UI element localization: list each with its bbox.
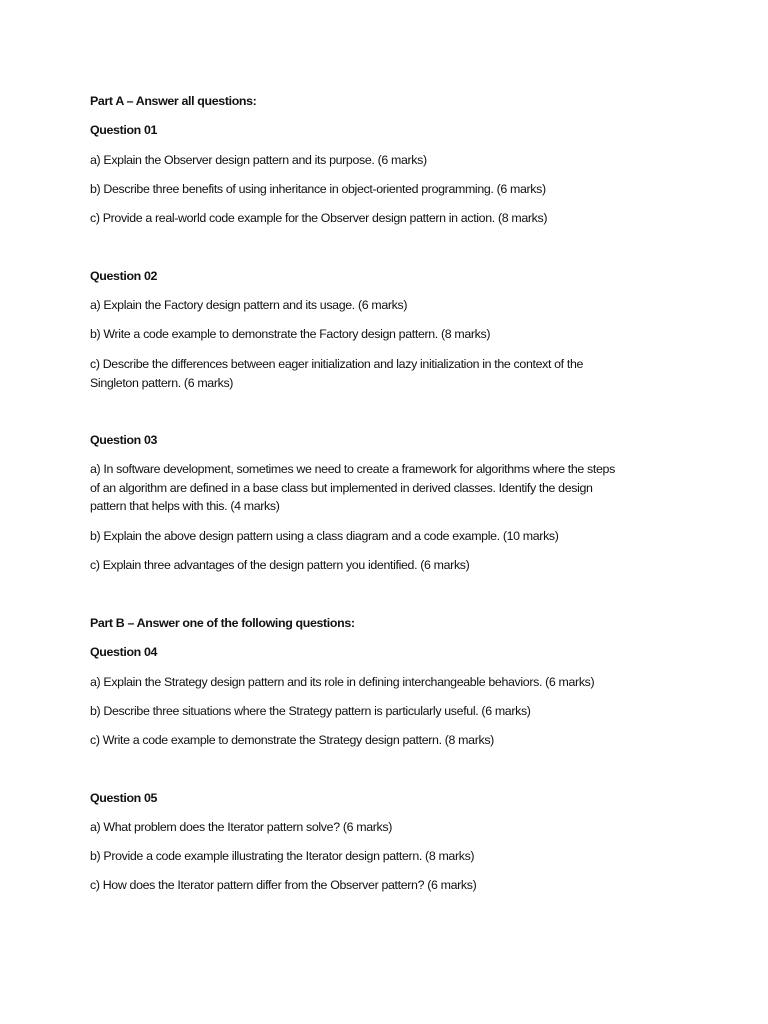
question-02-item-c-line-1: c) Describe the differences between eager initialization and lazy initialization in the context of the xyxy=(90,357,584,371)
question-03-item-a-line-1: a) In software development, sometimes we need to create a framework for algorithms where the steps xyxy=(90,462,615,476)
question-05-item-c: c) How does the Iterator pattern differ from the Observer pattern? (6 marks) xyxy=(90,878,477,892)
question-03-item-b: b) Explain the above design pattern using a class diagram and a code example. (10 marks) xyxy=(90,529,559,543)
question-04-title: Question 04 xyxy=(90,645,158,659)
question-04-item-b: b) Describe three situations where the Strategy pattern is particularly useful. (6 marks) xyxy=(90,704,531,718)
question-03-item-c: c) Explain three advantages of the design pattern you identified. (6 marks) xyxy=(90,558,470,572)
question-03-title: Question 03 xyxy=(90,433,158,447)
question-04-item-a: a) Explain the Strategy design pattern and its role in defining interchangeable behaviors. (6 marks) xyxy=(90,675,595,689)
question-02-title: Question 02 xyxy=(90,269,158,283)
question-01-item-c: c) Provide a real-world code example for the Observer design pattern in action. (8 marks) xyxy=(90,211,548,225)
question-04-item-c: c) Write a code example to demonstrate the Strategy design pattern. (8 marks) xyxy=(90,733,494,747)
question-02-item-c-line-2: Singleton pattern. (6 marks) xyxy=(90,376,234,390)
question-02-item-b: b) Write a code example to demonstrate the Factory design pattern. (8 marks) xyxy=(90,327,491,341)
question-05-title: Question 05 xyxy=(90,791,158,805)
question-03-item-a-line-3: pattern that helps with this. (4 marks) xyxy=(90,499,280,513)
question-01-item-b: b) Describe three benefits of using inheritance in object-oriented programming. (6 marks) xyxy=(90,182,546,196)
part-b-heading: Part B – Answer one of the following questions: xyxy=(90,616,355,630)
question-02-item-a: a) Explain the Factory design pattern and its usage. (6 marks) xyxy=(90,298,408,312)
question-01-item-a: a) Explain the Observer design pattern and its purpose. (6 marks) xyxy=(90,153,427,167)
question-05-item-a: a) What problem does the Iterator pattern solve? (6 marks) xyxy=(90,820,392,834)
question-05-item-b: b) Provide a code example illustrating the Iterator design pattern. (8 marks) xyxy=(90,849,475,863)
part-a-heading: Part A – Answer all questions: xyxy=(90,94,257,108)
question-01-title: Question 01 xyxy=(90,123,158,137)
question-03-item-a-line-2: of an algorithm are defined in a base class but implemented in derived classes. Identify the design xyxy=(90,481,593,495)
